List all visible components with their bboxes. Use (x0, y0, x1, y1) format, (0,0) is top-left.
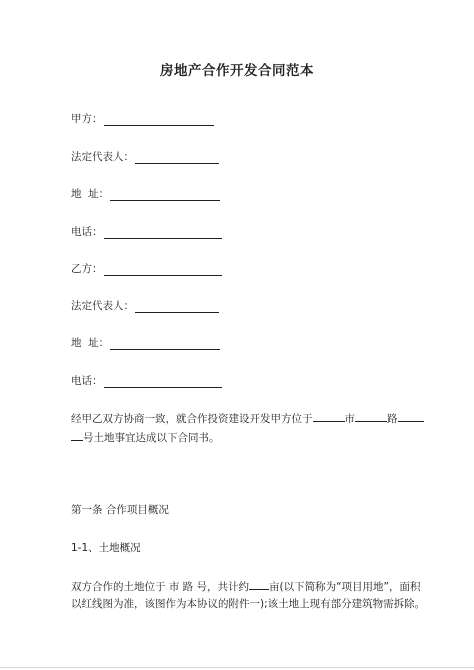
party-b-phone-blank-line (104, 375, 222, 388)
party-b-legal-rep-label: 法定代表人： (71, 300, 134, 312)
party-a-address-label: 地 址： (71, 188, 110, 200)
party-a-address-blank-line (110, 188, 220, 201)
article-1-1-text-line-1 (71, 578, 421, 594)
party-a-phone-label: 电话： (71, 226, 103, 238)
party-b-field (71, 262, 222, 276)
intro-text-end: 号土地事宜达成以下合同书。 (83, 432, 220, 444)
party-a-phone-blank-line (104, 226, 222, 239)
article-1-heading: 第一条 合作项目概况 (71, 504, 169, 516)
intro-blank-road (398, 410, 424, 422)
party-a-field (71, 112, 214, 126)
intro-text-a: 经甲乙双方协商一致，就合作投资建设开发甲方位于 (71, 413, 313, 425)
intro-blank-location (313, 410, 345, 422)
land-area-text: 亩(以下简称为“项目用地”，面积 (269, 581, 421, 593)
party-b-legal-rep-field (71, 299, 219, 313)
document-title: 房地产合作开发合同范本 (160, 63, 314, 79)
party-b-address-label: 地 址： (71, 337, 110, 349)
party-a-legal-rep-label: 法定代表人： (71, 151, 134, 163)
party-a-label: 甲方： (71, 113, 103, 125)
article-1-1-subheading: 1-1、土地概况 (71, 542, 141, 554)
land-area-blank (249, 578, 269, 590)
intro-blank-city (355, 410, 387, 422)
party-b-phone-field (71, 374, 222, 388)
party-a-blank-line (104, 113, 214, 126)
party-a-legal-rep-blank-line (135, 151, 219, 164)
intro-blank-number (71, 429, 83, 441)
party-b-address-field (71, 336, 220, 350)
intro-paragraph-line-1 (71, 410, 424, 426)
party-b-legal-rep-blank-line (135, 300, 219, 313)
intro-text-city: 市 (344, 413, 355, 425)
article-1-1-text-line-2: 以红线图为准，该图作为本协议的附件一);该土地上现有部分建筑物需拆除。 (71, 598, 426, 610)
party-b-phone-label: 电话： (71, 375, 103, 387)
party-a-legal-rep-field (71, 150, 219, 164)
party-b-label: 乙方： (71, 263, 103, 275)
party-b-blank-line (104, 263, 222, 276)
land-location-text: 双方合作的土地位于 市 路 号，共计约 (71, 581, 250, 593)
page-bottom-divider (0, 667, 474, 668)
intro-paragraph-line-2 (71, 429, 220, 445)
party-b-address-blank-line (110, 337, 220, 350)
party-a-address-field (71, 187, 220, 201)
intro-text-road: 路 (387, 413, 398, 425)
party-a-phone-field (71, 225, 222, 239)
